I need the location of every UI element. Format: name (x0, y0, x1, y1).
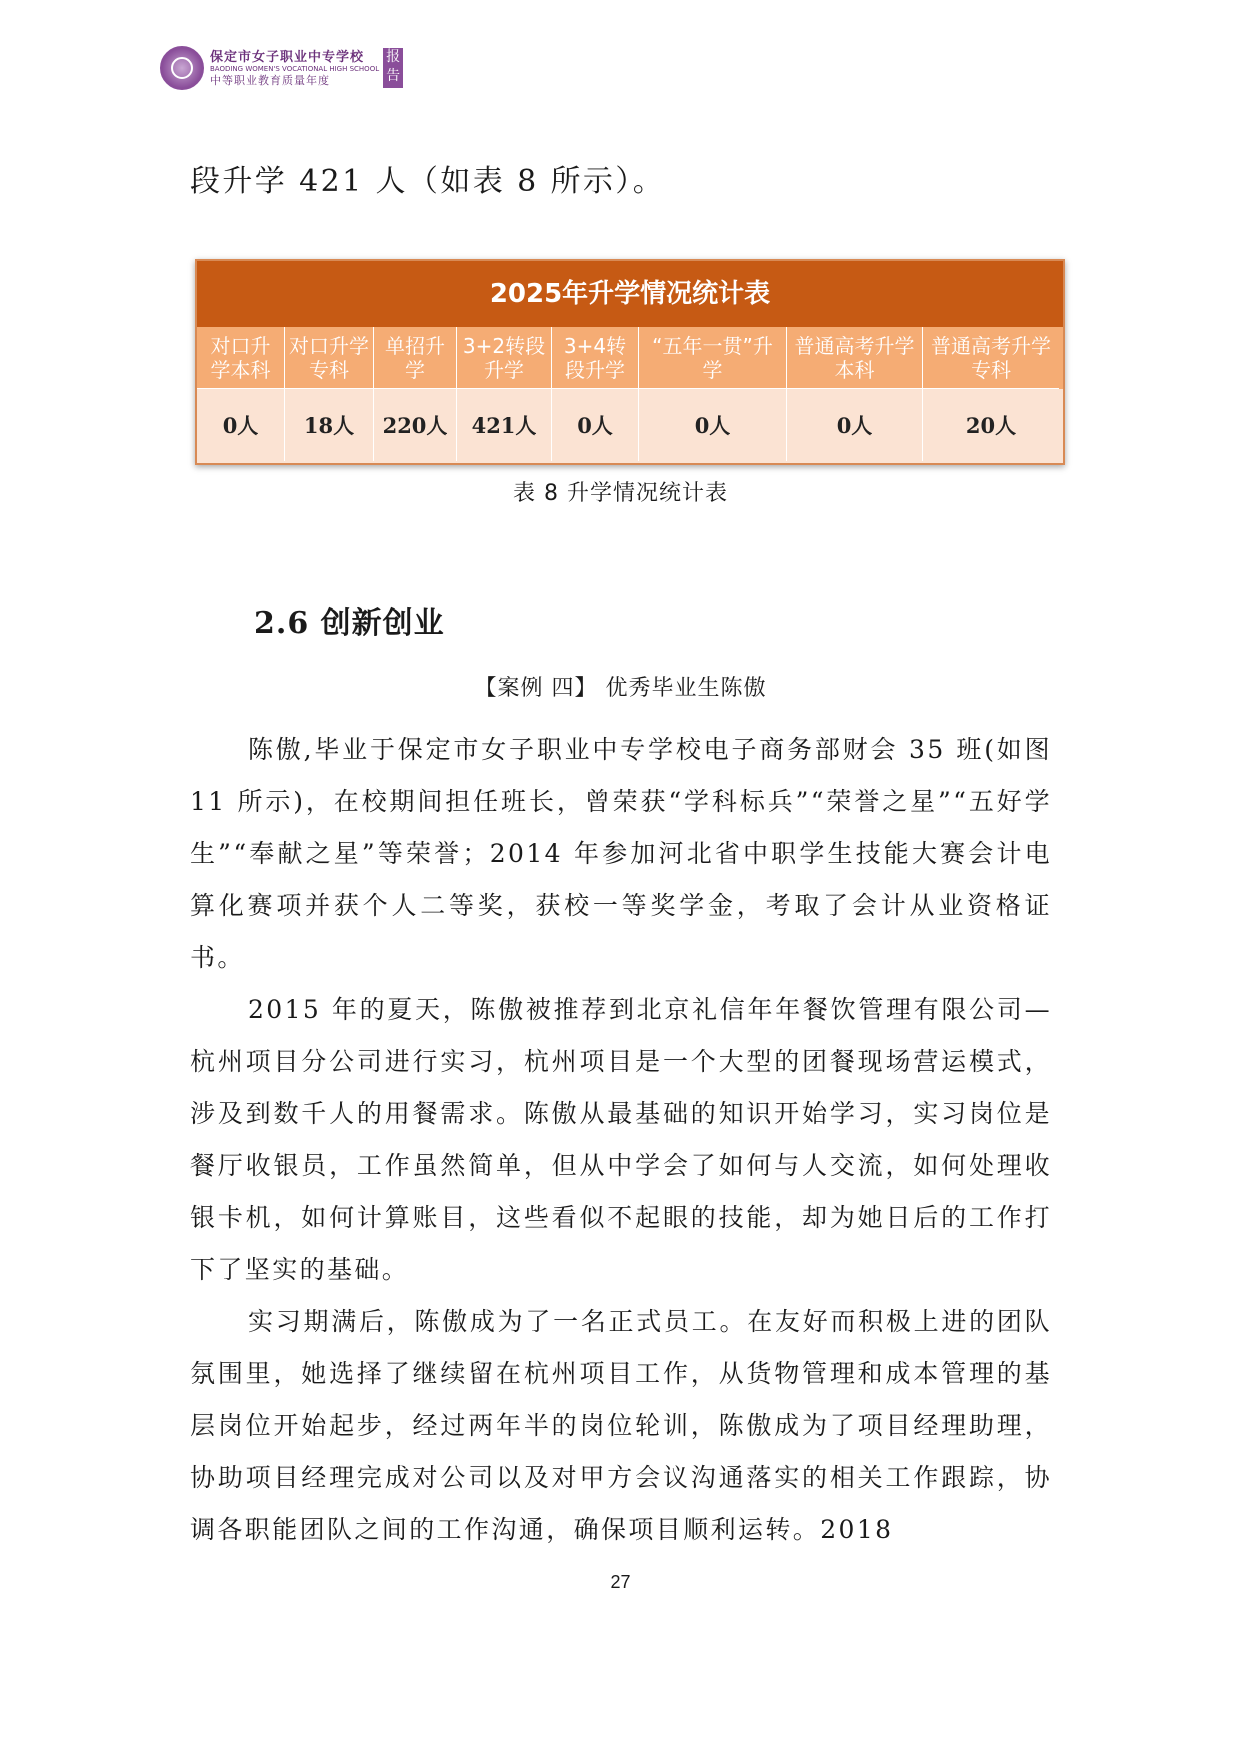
paragraph: 实习期满后，陈傲成为了一名正式员工。在友好而积极上进的团队氛围里，她选择了继续留在杭州项目工作，从货物管理和成本管理的基层岗位开始起步，经过两年半的岗位轮训，陈傲成为了项目经理助理，协助项目经理完成对公司以及对甲方会议沟通落实的相关工作跟踪，协调各职能团队之间的工作沟通，确保项目顺利运转。2018 (190, 1307, 1052, 1544)
table-header-cell: 普通高考升学专科 (923, 327, 1059, 389)
table-cell: 0人 (787, 389, 923, 461)
table-cell: 20人 (965, 413, 1017, 438)
page-number: 27 (610, 1572, 631, 1592)
table-cell: 421人 (457, 389, 552, 461)
report-badge: 报告 (383, 48, 403, 88)
header-text (210, 51, 379, 86)
paragraph: 2015 年的夏天，陈傲被推荐到北京礼信年年餐饮管理有限公司—杭州项目分公司进行实习，杭州项目是一个大型的团餐现场营运模式，涉及到数千人的用餐需求。陈傲从最基础的知识开始学习，实习岗位是餐厅收银员，工作虽然简单，但从中学会了如何与人交流，如何处理收银卡机，如何计算账目，这些看似不起眼的技能，却为她日后的工作打下了坚实的基础。 (190, 995, 1052, 1284)
table-header-cell: 3+4转段升学 (552, 327, 639, 389)
table-header-cell: 3+2转段升学 (457, 327, 552, 389)
table-title: 2025年升学情况统计表 (197, 261, 1063, 327)
table-cell: 0人 (639, 389, 787, 461)
school-logo-icon (160, 46, 204, 90)
table-cell: 18人 (285, 389, 374, 461)
table-header-cell: 普通高考升学本科 (787, 327, 923, 389)
stats-table (195, 259, 1065, 465)
table-cell: 0人 (552, 389, 639, 461)
table-data-row (197, 389, 1063, 461)
table-header-cell: 对口升学专科 (285, 327, 374, 389)
school-name: 保定市女子职业中专学校 (210, 49, 365, 65)
report-subtitle: 中等职业教育质量年度 (210, 73, 330, 87)
table-header-cell: “五年一贯”升学 (639, 327, 787, 389)
table-header-cell: 对口升学本科 (197, 327, 285, 389)
table-header-cell: 单招升学 (374, 327, 457, 389)
intro-line: 段升学 421 人（如表 8 所示）。 (190, 164, 666, 199)
table-cell: 0人 (197, 389, 285, 461)
page-header (160, 46, 403, 90)
paragraph: 陈傲,毕业于保定市女子职业中专学校电子商务部财会 35 班(如图 11 所示)，在校期间担任班长，曾荣获“学科标兵”“荣誉之星”“五好学生”“奉献之星”等荣誉；2014 年参加河北省中职学生技能大赛会计电算化赛项并获个人二等奖，获校一等奖学金，考取了会计从业资格证书。 (190, 735, 1052, 972)
school-name-en: BAODING WOMEN'S VOCATIONAL HIGH SCHOOL (210, 64, 380, 73)
table-caption: 表 8 升学情况统计表 (513, 481, 728, 506)
table-header-row (197, 327, 1063, 389)
table-cell: 220人 (374, 389, 457, 461)
section-title: 2.6 创新创业 (254, 606, 445, 641)
case-title: 【案例 四】 优秀毕业生陈傲 (474, 676, 767, 701)
